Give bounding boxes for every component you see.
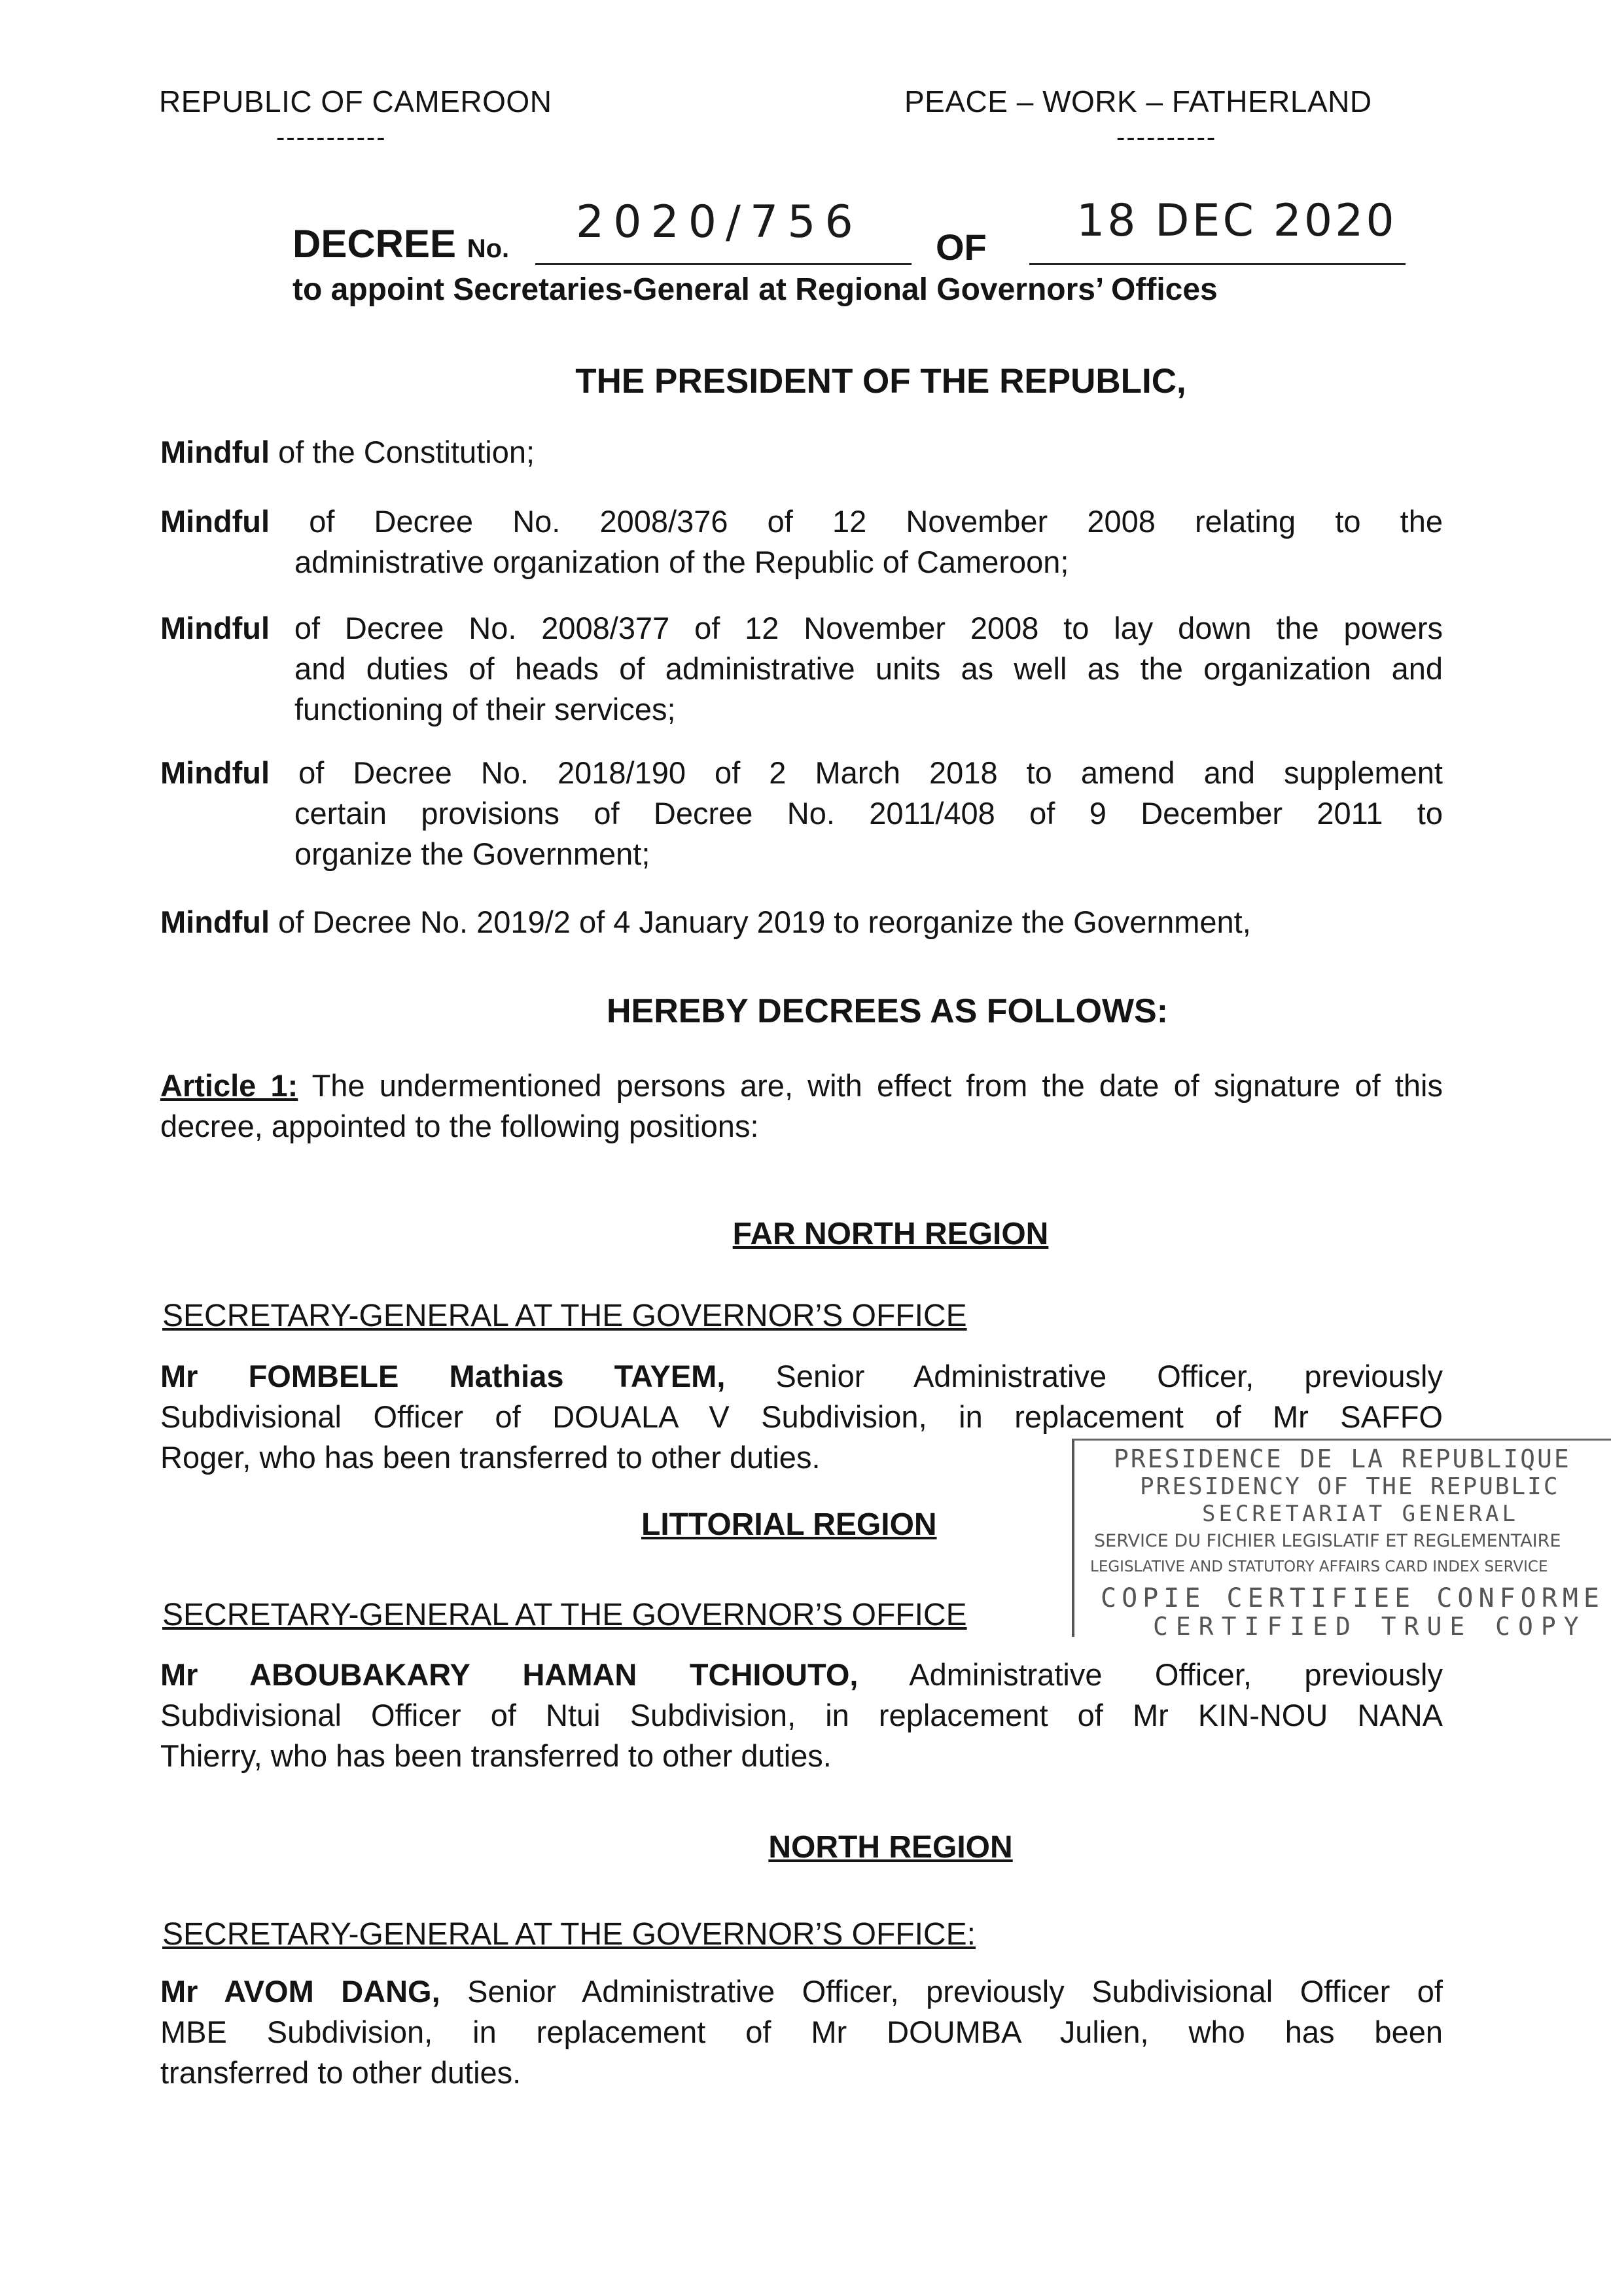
article-1-label: Article 1:: [160, 1068, 298, 1103]
certified-copy-stamp: PRESIDENCE DE LA REPUBLIQUE PRESIDENCY OF THE REPUBLIC SECRETARIAT GENERAL SERVICE DU FICHIER LEGISLATIF ET REGLEMENTAIRE LEGISLATIVE AND STATUTORY AFFAIRS CARD INDEX SERVICE COPIE CERTIFIEE CONFORME CERTIFIED TRUE COPY: [1072, 1439, 1611, 1637]
appointee-name: Mr FOMBELE Mathias TAYEM,: [160, 1359, 726, 1393]
mindful-word: Mindful: [160, 435, 270, 469]
region-heading-littorial: LITTORIAL REGION: [641, 1507, 937, 1542]
header-left: REPUBLIC OF CAMEROON: [159, 84, 552, 118]
region-heading-far-north: FAR NORTH REGION: [732, 1217, 1049, 1251]
mindful-word: Mindful: [160, 504, 270, 539]
appointment-far-north: Mr FOMBELE Mathias TAYEM, Senior Administrative Officer, previously Subdivisional Officer of DOUALA V Subdivision, in replacement of Mr SAFFO Roger, who has been transferred to other duties.: [160, 1359, 1443, 1475]
decree-label: DECREE: [292, 222, 457, 266]
header-right-dashes: ----------: [1116, 123, 1217, 152]
position-heading-north: SECRETARY-GENERAL AT THE GOVERNOR’S OFFICE:: [162, 1917, 976, 1952]
mindful-4: Mindful of Decree No. 2018/190 of 2 March 2018 to amend and supplement certain provisions of Decree No. 2011/408 of 9 December 2011 to organize the Government;: [160, 755, 1443, 871]
mindful-word: Mindful: [160, 611, 270, 645]
president-title: THE PRESIDENT OF THE REPUBLIC,: [575, 362, 1186, 401]
decree-number: 2020/756: [576, 196, 862, 248]
decree-date: 18 DEC 2020: [1076, 195, 1397, 247]
position-heading-littorial: SECRETARY-GENERAL AT THE GOVERNOR’S OFFICE: [162, 1598, 967, 1632]
mindful-1: Mindful of the Constitution;: [160, 435, 535, 469]
appointment-littorial: Mr ABOUBAKARY HAMAN TCHIOUTO, Administrative Officer, previously Subdivisional Officer of Ntui Subdivision, in replacement of Mr KIN-NOU NANA Thierry, who has been transferred to other duties.: [160, 1657, 1443, 1773]
decree-subtitle: to appoint Secretaries-General at Regional Governors’ Offices: [292, 272, 1218, 307]
mindful-word: Mindful: [160, 905, 270, 939]
mindful-2: Mindful of Decree No. 2008/376 of 12 November 2008 relating to the administrative organization of the Republic of Cameroon;: [160, 504, 1443, 579]
appointee-name: Mr AVOM DANG,: [160, 1974, 440, 2009]
appointee-name: Mr ABOUBAKARY HAMAN TCHIOUTO,: [160, 1657, 859, 1692]
mindful-word: Mindful: [160, 755, 270, 790]
position-heading-far-north: SECRETARY-GENERAL AT THE GOVERNOR’S OFFICE: [162, 1299, 967, 1333]
decree-no-label: No.: [467, 234, 510, 263]
hereby-heading: HEREBY DECREES AS FOLLOWS:: [606, 992, 1169, 1030]
of-label: OF: [936, 226, 987, 268]
number-underline: [535, 263, 912, 265]
header-left-dashes: -----------: [276, 123, 387, 152]
mindful-5: Mindful of Decree No. 2019/2 of 4 January 2019 to reorganize the Government,: [160, 905, 1251, 939]
mindful-3: Mindful of Decree No. 2008/377 of 12 November 2008 to lay down the powers and duties of heads of administrative units as well as the organization and functioning of their services;: [160, 611, 1443, 726]
appointment-north: Mr AVOM DANG, Senior Administrative Officer, previously Subdivisional Officer of MBE Subdivision, in replacement of Mr DOUMBA Julien, who has been transferred to other duties.: [160, 1974, 1443, 2090]
article-1: Article 1: The undermentioned persons are, with effect from the date of signature of this decree, appointed to the following positions:: [160, 1068, 1443, 1143]
region-heading-north: NORTH REGION: [768, 1830, 1013, 1865]
date-underline: [1029, 263, 1406, 265]
header-right: PEACE – WORK – FATHERLAND: [904, 84, 1372, 118]
decree-title: [292, 221, 509, 266]
